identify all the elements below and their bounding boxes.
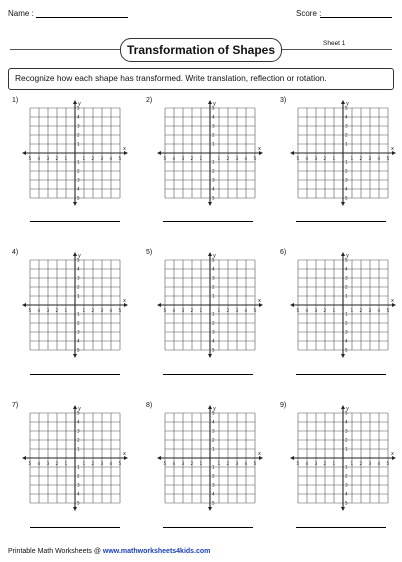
x-tick-label: 4 xyxy=(244,461,248,466)
x-axis-label: x xyxy=(123,451,126,457)
y-axis-arrow-up xyxy=(73,252,77,256)
y-tick-label: 3 xyxy=(77,482,80,488)
y-tick-label: 5 xyxy=(77,500,80,506)
y-tick-label: 4 xyxy=(345,338,348,344)
y-tick-label: 3 xyxy=(212,428,215,434)
answer-line-4[interactable] xyxy=(30,374,120,375)
y-axis-label: y xyxy=(213,253,216,259)
y-axis-arrow-up xyxy=(341,405,345,409)
x-tick-label: 1 xyxy=(217,308,221,313)
y-tick-label: 5 xyxy=(212,347,215,353)
y-axis-label: y xyxy=(346,406,349,412)
y-tick-label: 2 xyxy=(77,320,80,326)
title-banner xyxy=(120,38,282,62)
x-axis-arrow-left xyxy=(290,456,294,460)
x-tick-label: 2 xyxy=(55,461,59,466)
y-tick-label: 2 xyxy=(212,168,215,174)
y-axis-arrow-down xyxy=(341,354,345,358)
x-axis-arrow-left xyxy=(22,303,26,307)
coordinate-grid-9 xyxy=(288,403,398,513)
footer-link[interactable]: www.mathworksheets4kids.com xyxy=(102,548,211,555)
y-tick-label: 2 xyxy=(212,132,215,138)
problem-number-5: 5) xyxy=(146,249,153,256)
x-tick-label: 2 xyxy=(190,461,194,466)
y-tick-label: 1 xyxy=(345,293,348,299)
x-axis-label: x xyxy=(123,298,126,304)
y-tick-label: 4 xyxy=(77,266,80,272)
x-tick-label: 4 xyxy=(172,461,176,466)
x-axis-arrow-left xyxy=(157,151,161,155)
y-tick-label: 5 xyxy=(212,257,215,263)
coordinate-grid-6 xyxy=(288,250,398,360)
y-tick-label: 5 xyxy=(345,257,348,263)
y-tick-label: 4 xyxy=(345,114,348,120)
x-tick-label: 4 xyxy=(305,156,309,161)
y-tick-label: 2 xyxy=(212,320,215,326)
x-tick-label: 4 xyxy=(109,156,113,161)
x-tick-label: 2 xyxy=(323,156,327,161)
y-tick-label: 4 xyxy=(212,491,215,497)
y-tick-label: 5 xyxy=(77,257,80,263)
answer-line-1[interactable] xyxy=(30,221,120,222)
x-tick-label: 1 xyxy=(82,308,86,313)
coordinate-grid-1 xyxy=(20,98,130,208)
y-axis-arrow-up xyxy=(73,405,77,409)
coordinate-grid-2 xyxy=(155,98,265,208)
x-tick-label: 1 xyxy=(64,461,68,466)
x-tick-label: 3 xyxy=(235,308,239,313)
x-tick-label: 2 xyxy=(359,461,363,466)
x-tick-label: 3 xyxy=(100,156,104,161)
x-tick-label: 3 xyxy=(235,461,239,466)
y-tick-label: 4 xyxy=(77,186,80,192)
y-axis-arrow-up xyxy=(208,100,212,104)
x-tick-label: 5 xyxy=(296,308,300,313)
y-tick-label: 1 xyxy=(212,159,215,165)
x-tick-label: 3 xyxy=(181,156,185,161)
y-tick-label: 3 xyxy=(212,275,215,281)
x-tick-label: 5 xyxy=(28,308,32,313)
y-tick-label: 1 xyxy=(77,464,80,470)
x-tick-label: 2 xyxy=(190,156,194,161)
problem-number-4: 4) xyxy=(12,249,19,256)
x-tick-label: 5 xyxy=(253,156,257,161)
y-tick-label: 2 xyxy=(345,284,348,290)
y-tick-label: 3 xyxy=(345,177,348,183)
x-tick-label: 1 xyxy=(350,156,354,161)
name-label: Name : xyxy=(8,9,34,18)
y-tick-label: 3 xyxy=(345,428,348,434)
x-tick-label: 4 xyxy=(109,461,113,466)
x-tick-label: 4 xyxy=(305,461,309,466)
x-tick-label: 5 xyxy=(386,308,390,313)
answer-line-3[interactable] xyxy=(296,221,386,222)
x-tick-label: 1 xyxy=(64,308,68,313)
x-tick-label: 4 xyxy=(377,156,381,161)
x-tick-label: 1 xyxy=(199,308,203,313)
x-tick-label: 1 xyxy=(217,461,221,466)
y-tick-label: 4 xyxy=(77,419,80,425)
y-tick-label: 4 xyxy=(345,186,348,192)
y-axis-label: y xyxy=(346,101,349,107)
x-tick-label: 5 xyxy=(253,461,257,466)
y-axis-arrow-up xyxy=(208,252,212,256)
x-axis-arrow-left xyxy=(290,151,294,155)
x-tick-label: 1 xyxy=(350,461,354,466)
x-tick-label: 2 xyxy=(323,461,327,466)
y-tick-label: 3 xyxy=(345,275,348,281)
y-axis-arrow-up xyxy=(208,405,212,409)
answer-line-8[interactable] xyxy=(163,527,253,528)
x-tick-label: 4 xyxy=(377,461,381,466)
answer-line-9[interactable] xyxy=(296,527,386,528)
x-tick-label: 2 xyxy=(226,461,230,466)
y-tick-label: 1 xyxy=(345,311,348,317)
problem-number-2: 2) xyxy=(146,97,153,104)
y-tick-label: 1 xyxy=(77,293,80,299)
name-field[interactable] xyxy=(36,17,128,18)
y-tick-label: 4 xyxy=(212,419,215,425)
y-tick-label: 4 xyxy=(345,419,348,425)
x-tick-label: 4 xyxy=(109,308,113,313)
y-axis-arrow-down xyxy=(73,202,77,206)
x-tick-label: 3 xyxy=(314,308,318,313)
y-tick-label: 4 xyxy=(77,491,80,497)
x-tick-label: 2 xyxy=(323,308,327,313)
y-axis-label: y xyxy=(78,406,81,412)
x-tick-label: 2 xyxy=(55,156,59,161)
x-tick-label: 2 xyxy=(91,461,95,466)
x-tick-label: 2 xyxy=(359,308,363,313)
x-axis-label: x xyxy=(123,146,126,152)
y-tick-label: 3 xyxy=(345,123,348,129)
y-tick-label: 3 xyxy=(77,275,80,281)
y-tick-label: 2 xyxy=(77,473,80,479)
y-tick-label: 5 xyxy=(345,500,348,506)
x-axis-label: x xyxy=(391,298,394,304)
y-tick-label: 1 xyxy=(212,464,215,470)
x-tick-label: 1 xyxy=(199,156,203,161)
y-axis-arrow-down xyxy=(208,507,212,511)
x-tick-label: 1 xyxy=(199,461,203,466)
x-tick-label: 2 xyxy=(190,308,194,313)
y-tick-label: 3 xyxy=(345,482,348,488)
y-tick-label: 5 xyxy=(212,195,215,201)
x-tick-label: 3 xyxy=(314,461,318,466)
x-tick-label: 3 xyxy=(46,461,50,466)
y-tick-label: 3 xyxy=(345,329,348,335)
y-tick-label: 1 xyxy=(77,446,80,452)
answer-line-7[interactable] xyxy=(30,527,120,528)
y-axis-arrow-down xyxy=(341,202,345,206)
y-tick-label: 4 xyxy=(345,491,348,497)
x-tick-label: 2 xyxy=(359,156,363,161)
y-tick-label: 2 xyxy=(77,168,80,174)
y-axis-label: y xyxy=(78,101,81,107)
problem-number-1: 1) xyxy=(12,97,19,104)
y-tick-label: 5 xyxy=(345,105,348,111)
y-tick-label: 5 xyxy=(212,105,215,111)
score-label: Score : xyxy=(296,9,322,18)
problem-number-7: 7) xyxy=(12,402,19,409)
y-tick-label: 5 xyxy=(212,500,215,506)
x-tick-label: 1 xyxy=(332,461,336,466)
y-tick-label: 5 xyxy=(77,410,80,416)
x-tick-label: 5 xyxy=(28,461,32,466)
x-tick-label: 4 xyxy=(244,156,248,161)
x-axis-arrow-left xyxy=(157,303,161,307)
x-tick-label: 4 xyxy=(377,308,381,313)
y-tick-label: 1 xyxy=(345,446,348,452)
x-tick-label: 1 xyxy=(332,156,336,161)
y-tick-label: 5 xyxy=(345,195,348,201)
y-tick-label: 4 xyxy=(345,266,348,272)
instruction-box xyxy=(8,68,394,90)
x-tick-label: 4 xyxy=(37,308,41,313)
x-tick-label: 3 xyxy=(368,156,372,161)
x-axis-label: x xyxy=(258,146,261,152)
y-tick-label: 2 xyxy=(345,168,348,174)
y-tick-label: 2 xyxy=(345,473,348,479)
y-axis-label: y xyxy=(346,253,349,259)
x-tick-label: 3 xyxy=(368,461,372,466)
y-tick-label: 2 xyxy=(77,437,80,443)
x-axis-arrow-left xyxy=(290,303,294,307)
y-tick-label: 3 xyxy=(77,177,80,183)
x-tick-label: 2 xyxy=(91,308,95,313)
y-tick-label: 2 xyxy=(212,284,215,290)
x-tick-label: 2 xyxy=(226,156,230,161)
footer xyxy=(8,548,210,555)
coordinate-grid-4 xyxy=(20,250,130,360)
x-tick-label: 1 xyxy=(82,461,86,466)
x-tick-label: 3 xyxy=(46,308,50,313)
y-tick-label: 4 xyxy=(212,266,215,272)
y-axis-label: y xyxy=(213,406,216,412)
y-tick-label: 2 xyxy=(77,132,80,138)
y-axis-arrow-up xyxy=(341,100,345,104)
y-tick-label: 3 xyxy=(77,123,80,129)
x-tick-label: 5 xyxy=(296,156,300,161)
y-tick-label: 1 xyxy=(212,141,215,147)
x-tick-label: 5 xyxy=(118,308,122,313)
problem-number-9: 9) xyxy=(280,402,287,409)
x-tick-label: 3 xyxy=(181,308,185,313)
y-tick-label: 3 xyxy=(212,329,215,335)
y-tick-label: 2 xyxy=(345,320,348,326)
y-tick-label: 1 xyxy=(212,446,215,452)
coordinate-grid-8 xyxy=(155,403,265,513)
y-tick-label: 5 xyxy=(345,347,348,353)
x-tick-label: 3 xyxy=(46,156,50,161)
x-tick-label: 5 xyxy=(386,156,390,161)
y-tick-label: 2 xyxy=(77,284,80,290)
x-tick-label: 3 xyxy=(100,308,104,313)
y-tick-label: 5 xyxy=(345,410,348,416)
x-tick-label: 3 xyxy=(100,461,104,466)
coordinate-grid-7 xyxy=(20,403,130,513)
y-tick-label: 1 xyxy=(212,293,215,299)
x-tick-label: 5 xyxy=(118,156,122,161)
answer-line-5[interactable] xyxy=(163,374,253,375)
coordinate-grid-3 xyxy=(288,98,398,208)
x-axis-arrow-left xyxy=(22,456,26,460)
instruction-text: Recognize how each shape has transformed. Write translation, reflection or rotation. xyxy=(15,73,327,83)
y-tick-label: 1 xyxy=(345,464,348,470)
x-tick-label: 4 xyxy=(305,308,309,313)
sheet-label: Sheet 1 xyxy=(323,40,346,47)
y-tick-label: 4 xyxy=(77,114,80,120)
y-axis-arrow-down xyxy=(341,507,345,511)
x-tick-label: 5 xyxy=(118,461,122,466)
x-tick-label: 3 xyxy=(368,308,372,313)
y-tick-label: 4 xyxy=(212,114,215,120)
y-tick-label: 1 xyxy=(212,311,215,317)
y-axis-arrow-down xyxy=(208,202,212,206)
problem-number-6: 6) xyxy=(280,249,287,256)
coordinate-grid-5 xyxy=(155,250,265,360)
x-tick-label: 4 xyxy=(37,461,41,466)
x-tick-label: 1 xyxy=(332,308,336,313)
y-tick-label: 5 xyxy=(77,105,80,111)
y-tick-label: 3 xyxy=(212,123,215,129)
x-tick-label: 5 xyxy=(163,308,167,313)
y-tick-label: 4 xyxy=(212,338,215,344)
problem-number-8: 8) xyxy=(146,402,153,409)
y-tick-label: 3 xyxy=(77,329,80,335)
y-tick-label: 4 xyxy=(77,338,80,344)
y-tick-label: 1 xyxy=(345,141,348,147)
y-axis-arrow-up xyxy=(341,252,345,256)
y-tick-label: 2 xyxy=(212,437,215,443)
answer-line-6[interactable] xyxy=(296,374,386,375)
x-tick-label: 2 xyxy=(226,308,230,313)
y-axis-label: y xyxy=(213,101,216,107)
y-axis-label: y xyxy=(78,253,81,259)
y-axis-arrow-up xyxy=(73,100,77,104)
x-axis-label: x xyxy=(258,451,261,457)
x-tick-label: 5 xyxy=(28,156,32,161)
x-tick-label: 4 xyxy=(37,156,41,161)
x-tick-label: 1 xyxy=(64,156,68,161)
y-tick-label: 3 xyxy=(212,177,215,183)
x-tick-label: 3 xyxy=(314,156,318,161)
y-axis-arrow-down xyxy=(73,354,77,358)
y-tick-label: 5 xyxy=(77,195,80,201)
problem-number-3: 3) xyxy=(280,97,287,104)
x-tick-label: 2 xyxy=(55,308,59,313)
score-field[interactable] xyxy=(320,17,392,18)
x-tick-label: 4 xyxy=(172,156,176,161)
x-tick-label: 5 xyxy=(296,461,300,466)
y-tick-label: 2 xyxy=(345,132,348,138)
x-tick-label: 5 xyxy=(386,461,390,466)
x-tick-label: 5 xyxy=(163,156,167,161)
y-tick-label: 4 xyxy=(212,186,215,192)
x-tick-label: 4 xyxy=(244,308,248,313)
x-axis-label: x xyxy=(391,146,394,152)
y-axis-arrow-down xyxy=(208,354,212,358)
y-tick-label: 5 xyxy=(212,410,215,416)
x-tick-label: 1 xyxy=(82,156,86,161)
y-axis-arrow-down xyxy=(73,507,77,511)
answer-line-2[interactable] xyxy=(163,221,253,222)
footer-prefix: Printable Math Worksheets @ xyxy=(8,548,103,555)
y-tick-label: 2 xyxy=(345,437,348,443)
x-axis-label: x xyxy=(391,451,394,457)
x-tick-label: 5 xyxy=(253,308,257,313)
x-tick-label: 3 xyxy=(181,461,185,466)
x-axis-arrow-left xyxy=(157,456,161,460)
x-tick-label: 1 xyxy=(350,308,354,313)
x-axis-arrow-left xyxy=(22,151,26,155)
y-tick-label: 3 xyxy=(77,428,80,434)
y-tick-label: 1 xyxy=(77,141,80,147)
x-tick-label: 2 xyxy=(91,156,95,161)
x-axis-label: x xyxy=(258,298,261,304)
x-tick-label: 5 xyxy=(163,461,167,466)
x-tick-label: 3 xyxy=(235,156,239,161)
y-tick-label: 2 xyxy=(212,473,215,479)
y-tick-label: 1 xyxy=(77,159,80,165)
x-tick-label: 4 xyxy=(172,308,176,313)
y-tick-label: 5 xyxy=(77,347,80,353)
y-tick-label: 1 xyxy=(77,311,80,317)
y-tick-label: 3 xyxy=(212,482,215,488)
x-tick-label: 1 xyxy=(217,156,221,161)
y-tick-label: 1 xyxy=(345,159,348,165)
page-title: Transformation of Shapes xyxy=(126,43,276,57)
